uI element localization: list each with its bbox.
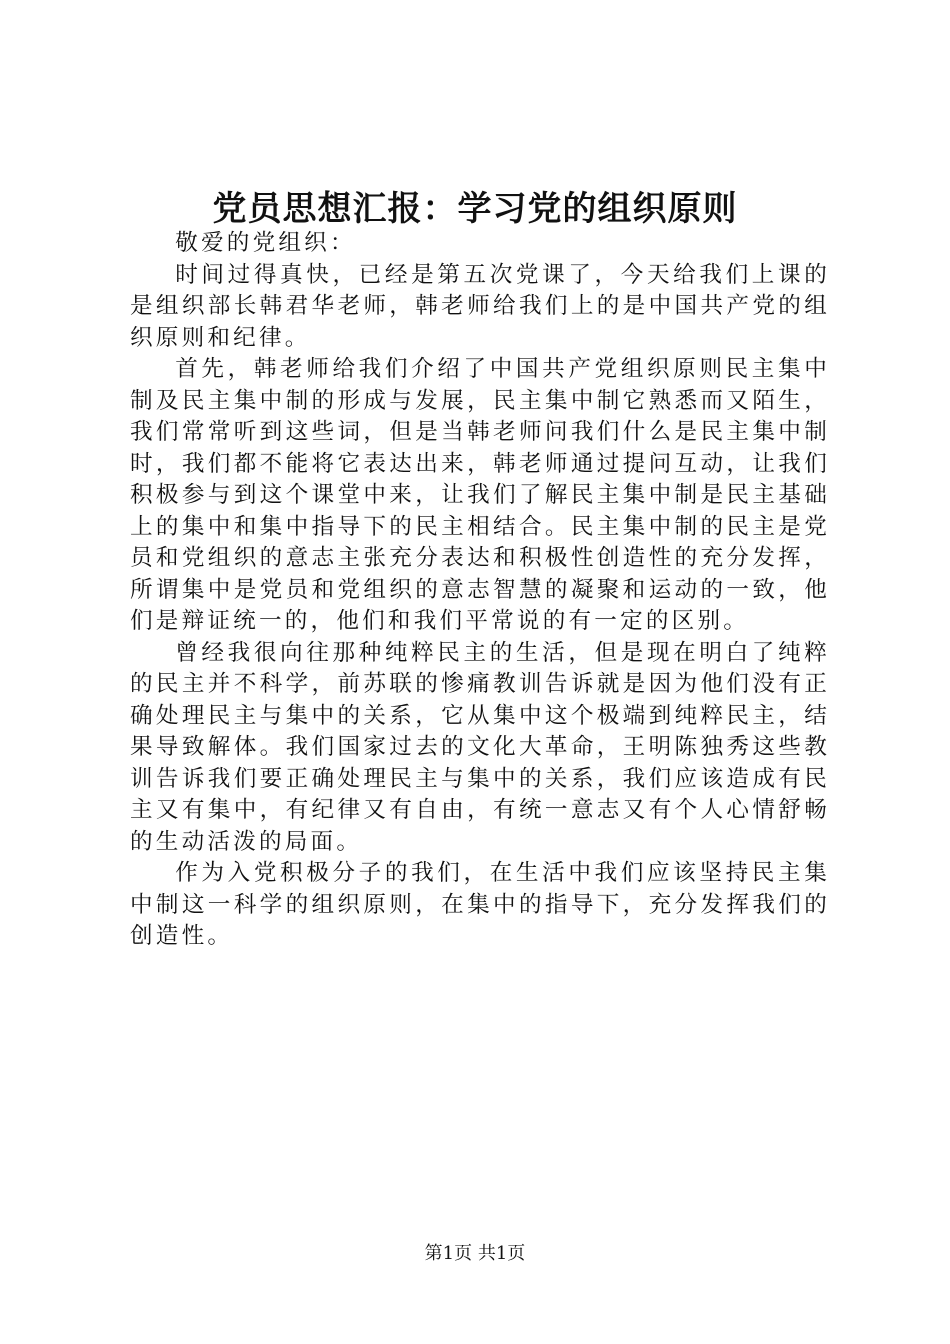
paragraph-1: 时间过得真快，已经是第五次党课了，今天给我们上课的是组织部长韩君华老师，韩老师给我们上的是中国共产党的组织原则和纪律。	[130, 261, 830, 351]
paragraph-4: 作为入党积极分子的我们，在生活中我们应该坚持民主集中制这一科学的组织原则，在集中的指导下，充分发挥我们的创造性。	[130, 860, 830, 949]
document-body	[130, 228, 830, 953]
page-footer: 第1页 共1页	[424, 1243, 526, 1264]
paragraph-3: 曾经我很向往那种纯粹民主的生活，但是现在明白了纯粹的民主并不科学，前苏联的惨痛教训告诉就是因为他们没有正确处理民主与集中的关系，它从集中这个极端到纯粹民主，结果导致解体。我们国家过去的文化大革命，王明陈独秀这些教训告诉我们要正确处理民主与集中的关系，我们应该造成有民主又有集中，有纪律又有自由，有统一意志又有个人心情舒畅的生动活泼的局面。	[130, 639, 830, 855]
salutation: 敬爱的党组织：	[175, 230, 356, 256]
paragraph-2: 首先，韩老师给我们介绍了中国共产党组织原则民主集中制及民主集中制的形成与发展，民主集中制它熟悉而又陌生，我们常常听到这些词，但是当韩老师问我们什么是民主集中制时，我们都不能将它表达出来，韩老师通过提问互动，让我们积极参与到这个课堂中来，让我们了解民主集中制是民主基础上的集中和集中指导下的民主相结合。民主集中制的民主是党员和党组织的意志主张充分表达和积极性创造性的充分发挥，所谓集中是党员和党组织的意志智慧的凝聚和运动的一致，他们是辩证统一的，他们和我们平常说的有一定的区别。	[130, 356, 830, 634]
page-title: 党员思想汇报：学习党的组织原则	[212, 189, 738, 229]
